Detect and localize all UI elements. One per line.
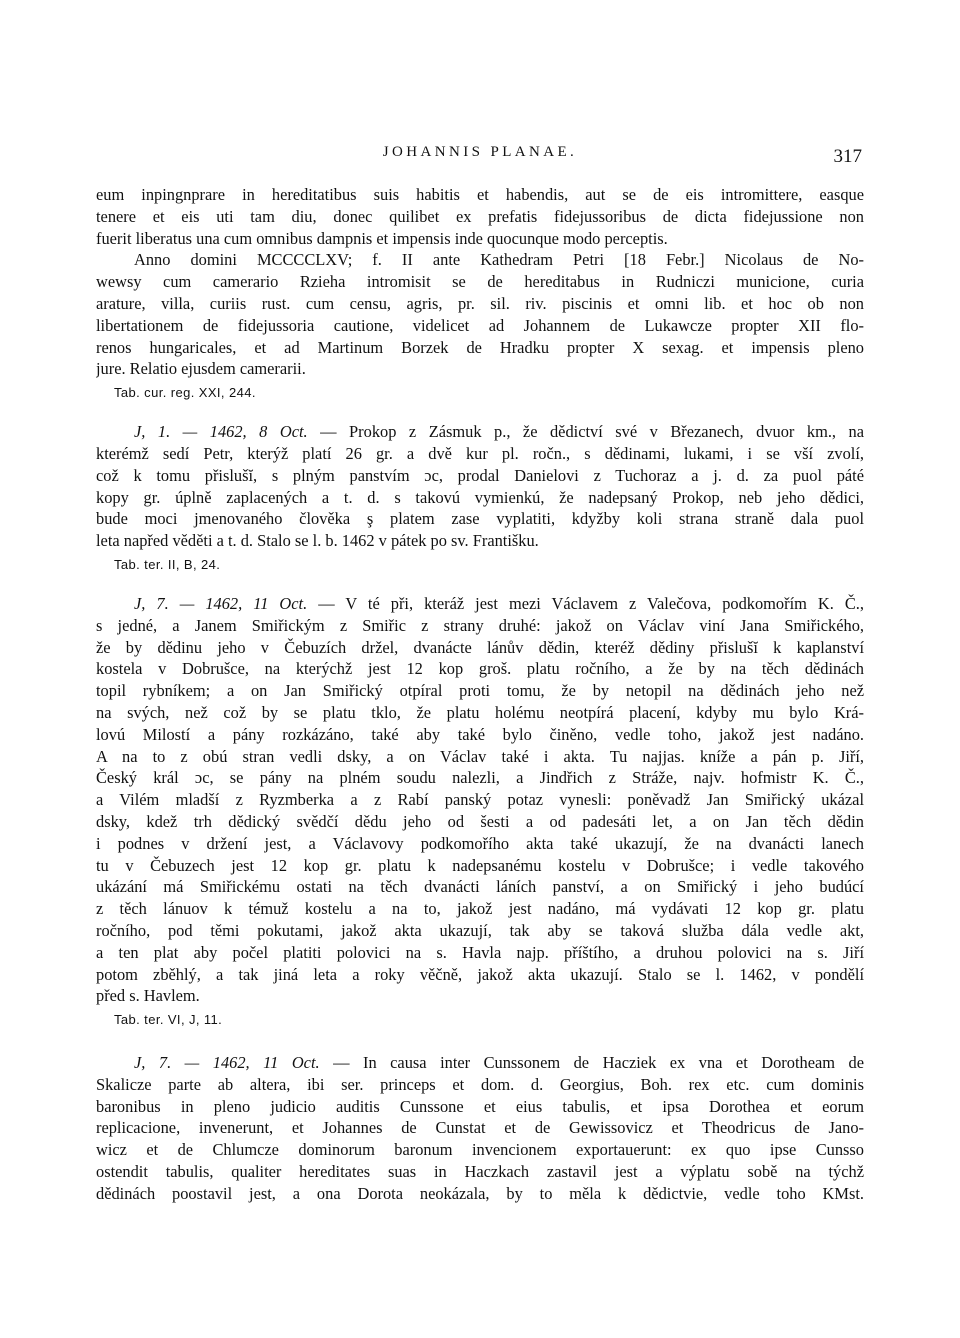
text-line: dsky, kdež trh dědický svědčí dědu jeho od šesti a od padesáti let, a on Jan těch dědin: [96, 811, 864, 831]
text-line: wewsy cum camerario Rzieha intromisit se de hereditabus in Rudniczi municione, curia: [96, 272, 864, 292]
text-line: A na to z obú stran vedli dsky, a on Václav také i akta. Tu najjas. kníže a pán p. Jiří,: [96, 746, 864, 766]
source-reference: Tab. cur. reg. XXI, 244.: [114, 385, 256, 401]
text-line: kopy gr. úplně zaplacených a t. d. s takovú vymienkú, že nadepsaný Prokop, neb jeho dědici,: [96, 487, 864, 507]
text-line: Český král ɔc, se pány na plném soudu nalezli, a Jindřich z Stráže, najv. hofmistr K. Č.,: [96, 768, 864, 788]
text-line: potom zběhlý, a tak jiná leta a roky věčně, jakož akta ukazují. Stalo se l. 1462, v pondělí: [96, 964, 864, 984]
text-line: s jedné, a Janem Smiřickým z Smiřic z strany druhé: jakož on Václav viní Jana Smiřického,: [96, 615, 864, 635]
text-line: topil rybníkem; a on Jan Smiřický otpíral proti tomu, že by netopil na dědinách jeho než: [96, 681, 864, 701]
text-line: bude moci jmenovaného člověka ş platem zase vyplatiti, kdyžby koli strana straně dala puol: [96, 509, 864, 529]
text-line: ukázání má Smiřickému ostati na těch dvanácti láních panství, a on Smiřický i jeho budúcí: [96, 877, 864, 897]
text-line: eum inpingnprare in hereditatibus suis habitis et habendis, aut se de eis intromittere, easque: [96, 185, 864, 204]
entry-reference: J, 7. — 1462, 11 Oct.: [134, 1053, 320, 1073]
text-line: což k tomu přislušĭ, s plným panstvím ɔc, prodal Danielovi z Tuchoraz a j. d. za puol páté: [96, 465, 864, 485]
text-line: fuerit liberatus una cum omnibus dampnis et impensis inde quocunque modo perceptis.: [96, 228, 668, 248]
text-line: dědinách poostavil jest, a ona Dorota neokázala, by to měla k dědictvie, vedle toho KMst.: [96, 1183, 864, 1203]
entry-first-line: [96, 421, 864, 443]
text-line: replicacione, invenerunt, et Johannes de Cunstat et de Gewissovicz et Theodricus de Jano-: [96, 1118, 864, 1138]
text-line: libertationem de fidejussoria cautione, videlicet ad Johannem de Lukawcze propter XII flo-: [96, 315, 864, 335]
text-fragment: — Prokop z Zásmuk p., že dědictví své v Březanech, dvuor km., na: [307, 422, 864, 442]
text-line: z těch lánuov k témuž kostelu a na to, jakož jest nadáno, má vydávati 12 kop gr. platu: [96, 899, 864, 919]
text-line: ostendit tabulis, qualiter hereditates suas in Haczkach zastavil jest a výplatu sobě na týchž: [96, 1162, 864, 1182]
text-line: lovú Milostí a pány rozkázáno, také aby také bylo činěno, vedle toho, jakož jest nadáno.: [96, 724, 864, 744]
running-title: JOHANNIS PLANAE.: [382, 144, 578, 160]
text-line: před s. Havlem.: [96, 986, 200, 1006]
section-gap: [96, 575, 864, 593]
text-line: wicz et de Chlumcze dominorum baronum invencionem exportauerunt: ex quo ipse Cunsso: [96, 1140, 864, 1160]
text-line: Anno domini MCCCCLXV; f. II ante Kathedram Petri [18 Febr.] Nicolaus de No-: [134, 250, 864, 270]
text-line: tenere et eis uti tam diu, donec quilibet ex prefatis fidejussoribus de dicta fidejussione non: [96, 206, 864, 226]
text-line: i podnes v držení jest, a Václavovy podkomořího akta také ukazují, že na dvanácti lanech: [96, 833, 864, 853]
text-line: a Vilém mladší z Ryzmberka a z Rabí panský potaz vynesli: poněvadž Jan Smiřický ukázal: [96, 790, 864, 810]
source-reference: Tab. ter. VI, J, 11.: [114, 1012, 223, 1028]
text-line: jure. Relatio ejusdem camerarii.: [96, 359, 306, 379]
section-gap: [96, 403, 864, 421]
entry-reference: J, 7. — 1462, 11 Oct.: [134, 593, 308, 613]
text-line: baronibus in pleno judicio auditis Cunssone et eius tabulis, et ipsa Dorothea et eorum: [96, 1096, 864, 1116]
running-head: [96, 144, 864, 168]
source-reference: Tab. ter. II, B, 24.: [114, 556, 221, 572]
text-line: kostela v Dobrušce, na kterýchž jest 12 kop groš. platu ročního, a že by na těch dědinách: [96, 659, 864, 679]
page-number: 317: [833, 146, 862, 167]
text-line: leta napřed věděti a t. d. Stalo se l. b. 1462 v pátek po sv. Františku.: [96, 531, 539, 551]
entry-first-line: [96, 1052, 864, 1074]
entry-reference: J, 1. — 1462, 8 Oct.: [134, 422, 308, 442]
text-line: na svých, než což by se platu tklo, že platu holému neotpírá placení, kdyby mu bylo Krá-: [96, 702, 864, 722]
text-line: Skalicze parte ab altera, ibi ser. princeps et dom. d. Georgius, Boh. rex etc. cum dominis: [96, 1074, 864, 1094]
text-line: a ten plat aby počel platiti polovici na s. Havla najp. příštího, a druhou polovici na s. Jiří: [96, 942, 864, 962]
body-text: [96, 184, 864, 1205]
entry-first-line: [96, 593, 864, 615]
text-line: že by dědinu jeho v Čebuzích držel, dvanácte lánův dědin, kteréž dědiny přislušĭ k kaplanství: [96, 637, 864, 657]
text-line: arature, villa, curiis rust. cum censu, agris, pr. sil. riv. piscinis et omni lib. et hoc ob non: [96, 293, 864, 313]
text-fragment: — V té při, kteráž jest mezi Václavem z Valečova, podkomořím K. Č.,: [307, 593, 864, 613]
text-line: renos hungaricales, et ad Martinum Borzek de Hradku propter X sexag. et impensis pleno: [96, 337, 864, 357]
text-line: kterémž sedí Petr, kterýž platí 26 gr. a dvě kur pl. ročn., s dědinami, lukami, i se vší zvolí,: [96, 443, 864, 463]
text-line: tu v Čebuzech jest 12 kop gr. platu k nadepsanému kostelu v Dobrušce; i vedle takového: [96, 855, 864, 875]
text-line: ročního, pod těmi pokutami, jakož akta ukazují, tak aby se taková služba dála vedle akt,: [96, 920, 864, 940]
section-gap: [96, 1030, 864, 1052]
text-fragment: — In causa inter Cunssonem de Hacziek ex vna et Dorotheam de: [319, 1053, 864, 1073]
